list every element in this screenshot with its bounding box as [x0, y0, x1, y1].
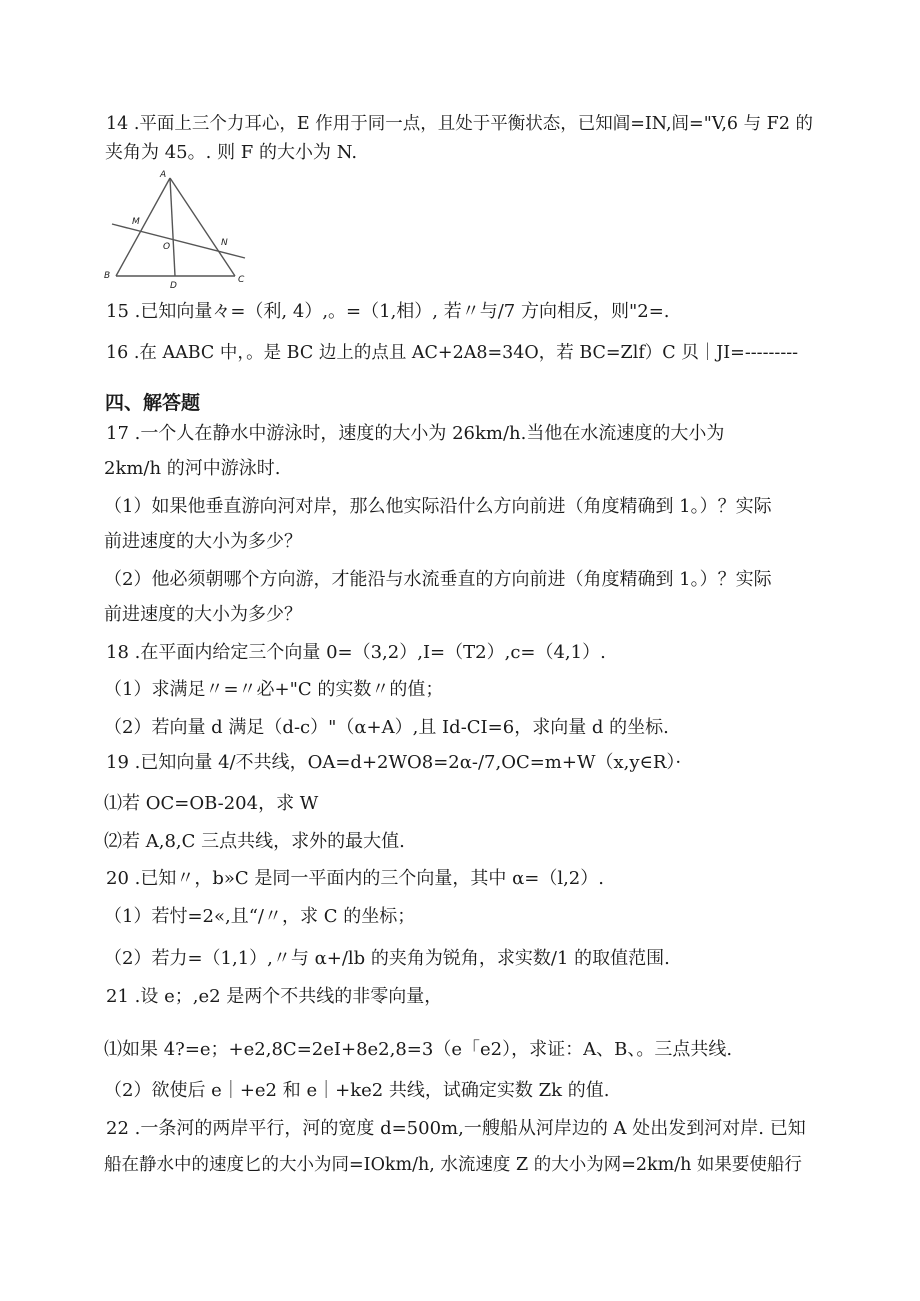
- text-line: 18 .在平面内给定三个向量 0=（3,2）,I=（T2）,c=（4,1）.: [106, 642, 606, 663]
- text-line: 16 .在 AABC 中，。是 BC 边上的点且 AC+2A8=34O，若 BC=Zlf）C 贝｜JI=---------: [106, 343, 799, 363]
- text-line: （2）若力=（1,1）,〃与 α+/lb 的夹角为锐角，求实数/1 的取值范围.: [104, 948, 670, 969]
- text-line: 前进速度的大小为多少？: [104, 604, 302, 625]
- triangle-diagram: [100, 166, 250, 292]
- text-line: 2km/h 的河中游泳时.: [104, 458, 281, 479]
- text-line: 19 .已知向量 4/不共线，OA=d+2WO8=2α-/7,OC=m+W（x,y∈R）·: [106, 752, 682, 773]
- text-line: （1）若忖=2«,且“/〃，求 C 的坐标；: [104, 906, 416, 927]
- text-line: （2）欲使后 e｜+e2 和 e｜+ke2 共线，试确定实数 Zk 的值.: [104, 1080, 610, 1101]
- text-line: （2）若向量 d 满足（d-c）"（α+A）,且 Id-CI=6，求向量 d 的坐标.: [104, 717, 669, 738]
- text-line: ⑵若 A,8,C 三点共线，求外的最大值.: [104, 831, 405, 852]
- label-o: O: [163, 242, 171, 252]
- median-ad: [170, 178, 175, 276]
- section-heading: 四、解答题: [105, 392, 201, 414]
- label-m: M: [132, 217, 140, 227]
- label-b: B: [104, 271, 111, 281]
- text-line: ⑴若 OC=OB-204，求 W: [104, 793, 319, 814]
- text-line: 15 .已知向量々=（利, 4）,。=（1,相）, 若〃与/7 方向相反，则"2=.: [106, 301, 670, 322]
- text-line: （1）求满足〃=〃必+"C 的实数〃的值；: [104, 679, 444, 700]
- edge-ac: [170, 178, 235, 276]
- text-line: （2）他必须朝哪个方向游，才能沿与水流垂直的方向前进（角度精确到 1。）？实际: [104, 569, 772, 590]
- triangle-figure: [100, 166, 250, 292]
- text-line: 14 .平面上三个力耳心，E 作用于同一点，且处于平衡状态，已知阊=IN,闾="V,6 与 F2 的: [106, 114, 814, 134]
- text-line: 21 .设 e；,e2 是两个不共线的非零向量，: [106, 986, 443, 1007]
- text-line: 夹角为 45。. 则 F 的大小为 N.: [105, 142, 358, 163]
- text-line: 22 .一条河的两岸平行，河的宽度 d=500m,一艘船从河岸边的 A 处出发到河对岸. 已知: [106, 1118, 806, 1139]
- text-line: 20 .已知〃，b»C 是同一平面内的三个向量，其中 α=（l,2）.: [106, 868, 604, 889]
- label-c: C: [238, 275, 245, 285]
- label-n: N: [221, 238, 228, 248]
- text-line: 17 .一个人在静水中游泳时，速度的大小为 26km/h.当他在水流速度的大小为: [106, 423, 725, 444]
- text-line: ⑴如果 4?=e；+e2,8C=2eI+8e2,8=3（e「e2），求证：A、B、。三点共线.: [104, 1039, 733, 1060]
- text-line: 船在静水中的速度匕的大小为同=IOkm/h, 水流速度 Z 的大小为网=2km/h 如果要使船行: [104, 1155, 802, 1175]
- label-a: A: [160, 170, 167, 180]
- text-line: 前进速度的大小为多少？: [104, 531, 302, 552]
- text-line: （1）如果他垂直游向河对岸，那么他实际沿什么方向前进（角度精确到 1。）？实际: [104, 496, 772, 517]
- label-d: D: [170, 281, 177, 291]
